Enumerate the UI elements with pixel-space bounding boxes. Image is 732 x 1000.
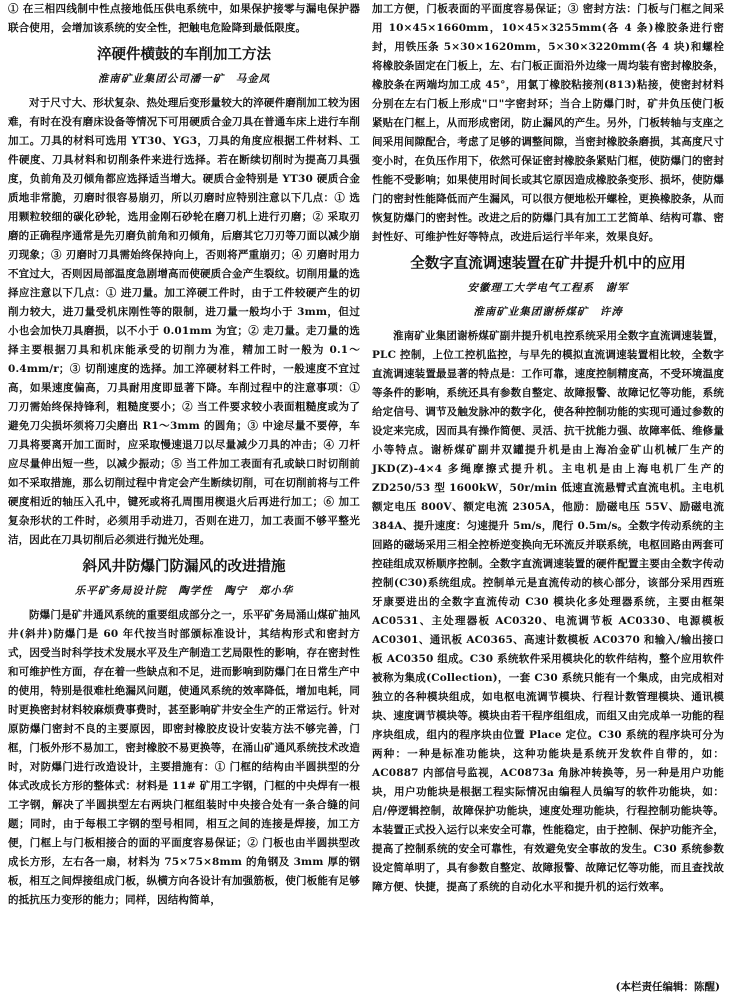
article2-continuation: 加工方便，门板表面的平面度容易保证；③ 密封方法：门板与门框之间采用 10×45×1660mm，10×45×3255mm(各 4 条)橡胶条进行密封，用铁压条 5×30×1620mm，5×30×3220mm(各 4 块)和螺栓将橡胶条固定在门板上，左、右门板正面沿外边缘一周均装有密封橡胶条，橡胶条在两端均加工成 45°，用氯丁橡胶粘接剂(813)粘接，使密封材料分别在左右门板上形成"口"字密封环；当合上防爆门时，矿井负压使门板紧贴在门框上，从而形成密闭，防止漏风的产生。另外，门板转轴与支座之间采用间隙配合，考虑了足够的调整间隙，当密封橡胶条磨损，其高度尺寸变小时，在负压作用下，依然可保证密封橡胶条紧贴门框，使防爆门的密封性能不受影响；如果使用时间长或其它原因造成橡胶条变形、损坏，使防爆门的密封性能降低而产生漏风，可以很方便地松开螺栓，更换橡胶条，从而恢复防爆门的密封性。改进之后的防爆门具有加工工艺简单、结构可靠、密封性好、可维护性好等特点，改进后运行半年来，效果良好。 bbox=[372, 3, 724, 243]
article3-body: 淮南矿业集团谢桥煤矿副井提升机电控系统采用全数字直流调速装置，PLC 控制，上位工控机监控，与早先的模拟直流调速装置相比较，全数字直流调速装置最显著的特点是：工作可靠，速度控制精度高，不受环境温度等条件的影响，系统还具有参数自整定、故障报警、故障记忆等功能，系统给定信号、调节及触发脉冲的数字化，使各种控制功能的实现可通过参数的设定来完成，因而具有操作简便、灵活、抗干扰能力强、故障率低、维修量小等特点。谢桥煤矿副井双罐提升机是由上海冶金矿山机械厂生产的 JKD(Z)-4×4 多绳摩擦式提升机。主电机是由上海电机厂生产的 ZD250/53 型 1600kW，50r/min 低速直流悬臂式直流电机。主电机额定电压 800V、额定电流 2305A，他励：励磁电压 55V、励磁电流 384A、提升速度：匀速提升 5m/s，爬行 0.5m/s。全数字传动系统的主回路的磁场采用三相全控桥逆变换向无环流反并联系统，电枢回路由两套可控硅组成双桥顺序控制。全数字直流调速装置的硬件配置主要由全数字传动控制(C30)系统组成。控制单元是直流传动的核心部分，该部分采用西班牙康要进出的全数字直流传动 C30 模块化多处理器系统，主要由框架 AC0531、主处理器板 AC0320、电流调节板 AC0330、电源模板 AC0301、通讯板 AC0365、高速计数模板 AC0370 和输入/输出接口板 AC0350 组成。C30 系统软件采用模块化的软件结构，整个应用软件被称为集成(Collection)，一套 C30 系统只能有一个集成，由完成相对独立的各种模块组成，如电枢电流调节模块、行程计数管理模块、通讯模块、速度调节模块等。模块由若干程序组组成，而组又由完成单一功能的程序块组成，组内的程序块由位置 Place 定位。C30 系统的程序块可分为两种：一种是标准功能块，这种功能块是系统开发软件自带的，如：AC0887 内部信号监视，AC0873a 角脉冲转换等，另一种是用户功能块，用户功能块是根据工程实际情况由编程人员编写的软件功能块，如：启/停逻辑控制，故障保护功能块，速度处理功能块，行程控制功能块等。本装置正式投入运行以来安全可靠，性能稳定，由于控制、保护功能齐全，提高了控制系统的安全可靠性，有效避免安全事故的发生。C30 系统参数设定简单明了，具有参数自整定、故障报警、故障记忆等功能，而且查找故障方便、快捷，提高了系统的自动化水平和提升机的运行效率。 bbox=[372, 330, 725, 893]
intro-paragraph: ① 在三相四线制中性点接地低压供电系统中，如果保护接零与漏电保护器联合使用，会增加该系统的安全性，把触电危险降到最低限度。 bbox=[8, 3, 360, 34]
right-column bbox=[372, 0, 724, 1000]
article3-title: 全数字直流调速装置在矿井提升机中的应用 bbox=[410, 256, 686, 272]
article1-body: 对于尺寸大、形状复杂、热处理后变形量较大的淬硬件磨削加工较为困难，有时在没有磨床设备等情况下可用硬质合金刀具在普通车床上进行车削加工。刀具的材料可选用 YT30、YG3，刀具的角度应根据工件材料、工件硬度、刀具材料和切削条件来进行选择。若在断续切削时为提高刀具强度，负前角及刃倾角都应选择适当增大。硬质合金特别是 YT30 硬质合金质地非常脆，刃磨时很容易崩刃，所以刃磨时应特别注意以下几点：① 选用颗粒较细的碳化砂轮，选用金刚石砂轮在磨刀机上进行刃磨；② 采取刃磨的正确程序通常是先刃磨负前角和刃倾角，后磨其它刀刃等刀面以减少崩刃现象；③ 刃磨时刀具需始终保持向上，否则将严重崩刃；④ 刃磨时用力不宜过大，否则因局部温度急剧增高而使硬质合金产生裂纹。切削用量的选择应注意以下几点：① 进刀量。加工淬硬工件时，由于工件较硬产生的切削力较大，进刀量受机床刚性等的限制，进刀量一般均小于 3mm，但过小也会加快刀具磨损，以不小于 0.01mm 为宜；② 走刀量。走刀量的选择主要根据刀具和机床能承受的切削力为准，精加工时一般为 0.1～0.4mm/r；③ 切削速度的选择。加工淬硬材料工件时，一般速度不宜过高，如果速度偏高，刀具耐用度即显著下降。车削过程中的注意事项：① 刀刃需始终保持锋利，粗糙度要小；② 当工件要求较小表面粗糙度或为了避免刀尖损坏须将刀尖磨出 R1～3mm 的圆角；③ 中途尽量不要停，车刀具将要离开加工面时，应采取慢速退刀以尽量减少刀具的冲击；④ 刀杆应尽量伸出短一些，以减少振动；⑤ 当工件加工表面有孔或缺口时切削前如不采取措施，那么切削过程中肯定会产生断续切削，可在切削前将与工件硬度相近的轴压入孔中，键死或将孔周围用楔退火后再进行加工；⑥ 加工复杂形状的工件时，必须用手动进刀，否则在进刀，加工表面不够平整光洁，因此在刀具切削后必须进行抛光处理。 bbox=[8, 97, 360, 546]
article2-body: 防爆门是矿井通风系统的重要组成部分之一，乐平矿务局涌山煤矿抽风井(斜井)防爆门是 60 年代按当时部颁标准设计，其结构形式和密封方式，因受当时科学技术发展水平及生产制造工艺局限性的影响，存在密封性和可维护性方面，存在着一些缺点和不足，进而影响到防爆门在日常生产中的使用，特别是很难杜绝漏风问题，使通风系统的效率降低，增加电耗，同时更换密封材料较麻烦费事费时，甚至影响矿井安全生产的正常运行。针对原防爆门密封不良的主要原因，即密封橡胶皮设计安装方法不够完善，门框，门板外形不易加工，密封橡胶不易更换等，在涌山矿通风系统技术改造时，对防爆门进行改造设计，主要措施有：① 门框的结构由半圆拱型的分体式改成长方形的整体式：材料是 11# 矿用工字钢，门框的中央焊有一根工字钢，解决了半圆拱型左右两块门框组装时中央接合处有一条合缝的问题；同时，由于每根工字钢的型号相同，相互之间的连接是焊接，加工方便，门框上与门板相接合的面的平面度容易保证；② 门板也由半圆拱型改成长方形，左右各一扇，材料为 75×75×8mm 的角钢及 3mm 厚的钢板，相互之间焊接组成门板，纵横方向各设计有加强筋板，使门板能有足够的抵抗压力变形的能力；同样，因结构简单， bbox=[8, 609, 360, 906]
left-column bbox=[8, 0, 360, 1000]
article1-author: 淮南矿业集团公司潘一矿 马金凤 bbox=[97, 73, 271, 85]
article3-author-line2: 淮南矿业集团谢桥煤矿 许涛 bbox=[473, 306, 623, 318]
article1-title: 淬硬件横鼓的车削加工方法 bbox=[97, 47, 271, 63]
article2-title: 斜风井防爆门防漏风的改进措施 bbox=[82, 559, 286, 575]
editor-note: (本栏责任编辑：陈醒) bbox=[615, 981, 720, 993]
article2-author: 乐平矿务局设计院 陶学性 陶宁 郑小华 bbox=[74, 585, 294, 597]
article3-author-line1: 安徽理工大学电气工程系 谢军 bbox=[467, 282, 629, 294]
